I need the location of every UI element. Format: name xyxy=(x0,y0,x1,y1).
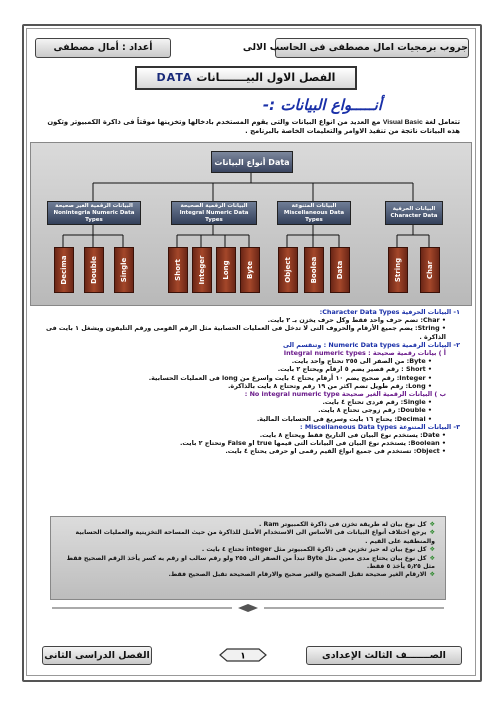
semester-label: الفصل الدراسى الثانى xyxy=(42,646,152,665)
page-number: ١ xyxy=(240,651,246,662)
item-char: • Char: تضم حرف واحد فقط وكل حرف يخزن بـ ٢ بايت. xyxy=(267,316,446,325)
item-date: • Date: يستخدم نوع البيان فى التاريخ فقط ويحتاج ٨ بايت. xyxy=(259,431,446,440)
category-nonintegral-en: Nonintegria Numeric Data Types xyxy=(53,209,135,223)
leaf-double: Double xyxy=(84,247,104,293)
heading-misc-types: ٣- البيانات المتنوعة Miscellaneous Data types : xyxy=(300,422,460,431)
diamond-bullet-icon: ❖ xyxy=(429,521,435,528)
diamond-bullet-icon: ❖ xyxy=(429,554,435,562)
category-nonintegral xyxy=(47,201,141,225)
section-title: أنـــــواع البيانات :- xyxy=(262,96,382,114)
category-char-en: Character Data xyxy=(390,213,438,219)
item-integer: • Integer: رقم صحيح يضم ١٠ أرقام يحتاج ٤ بايت واسرع من long فى العمليات الحسابية. xyxy=(148,373,432,382)
item-single: • Single: رقم فردى تحتاج ٤ بايت. xyxy=(322,398,432,407)
note-item: ❖كل نوع بيان له طريقة تخزن فى ذاكرة الكمبيوتر Ram . xyxy=(258,521,435,528)
chapter-title-ar: الفصل الاول البيـــــــانات xyxy=(196,71,336,84)
category-misc-en: Miscellaneous Data Types xyxy=(283,209,345,223)
leaf-integer: Integer xyxy=(192,247,212,293)
leaf-decimal: Decima xyxy=(54,247,74,293)
item-decimal: • Decimal: يحتاج ١٦ بايت وسريع فى الحسابات المالية. xyxy=(256,414,432,423)
leaf-single: Single xyxy=(114,247,134,293)
category-integral-en: Integral Numeric Data Types xyxy=(179,209,249,223)
intro-text-a: تتعامل لغة xyxy=(425,118,460,126)
leaf-object: Object xyxy=(278,247,298,293)
chapter-title-latin: DATA xyxy=(156,71,193,84)
page-number-badge xyxy=(218,648,268,662)
note-item: ❖كل نوع بيان يحتاج مدى معين مثل Byte تبدأ من الصفر الى ٢٥٥ ولو رقم سالب او رقم به كسر يأخذ الرقم الصحيح فقط مثل ٥٫٢٥ يأخذ ٥ فقط. xyxy=(66,554,435,571)
leaf-byte: Byte xyxy=(240,247,260,293)
item-string: • String: يضم جميع الأرقام والحروف التى لا تدخل فى العمليات الحسابية مثل الرقم القومى ورقم التليفون ويشغل ١ بايت فى الذاكرة . xyxy=(46,324,446,341)
note-item: ❖كل نوع بيان له حيز تخزين فى ذاكرة الكمبيوتر مثل integer تحتاج ٤ بايت . xyxy=(201,546,435,554)
intro-text-2: هذه البيانات ناتجة من تنفيذ الاوامر والتعليمات الخاصة بالبرنامج . xyxy=(245,127,460,135)
leaf-short: Short xyxy=(168,247,188,293)
heading-integral-types: أ ) بيانات رقمية صحيحة : Integral numeric types xyxy=(283,349,446,358)
category-integral xyxy=(171,201,257,225)
item-short: • Short : رقم قصير يضم ٥ ارقام ويحتاج ٢ بايت. xyxy=(277,365,432,374)
heading-nonintegral-types: ب ) البيانات الرقمية الغير صحيحة No integral numeric type : xyxy=(244,390,446,399)
heading-numeric-types: ٢- البيانات الرقمية Numeric Data types : وتنقسم الى xyxy=(283,340,460,349)
group-title: جروب برمجيات امال مصطفى فى الحاسب الالى xyxy=(275,38,469,58)
diamond-bullet-icon: ❖ xyxy=(429,546,435,554)
intro-text-b: Visual Basic xyxy=(382,119,423,126)
intro-paragraph xyxy=(40,118,460,136)
notes-box xyxy=(50,516,446,600)
intro-text-c: مع العديد من انواع البيانات والتى يقوم المستخدم بادخالها وتخزينها موقتاً فى ذاكرة الكمبيوتر وتكون xyxy=(47,118,381,126)
heading-character-types: ١- البيانات الحرفية Character Data Types: xyxy=(319,308,460,316)
diamond-bullet-icon: ❖ xyxy=(429,571,435,579)
diamond-bullet-icon: ❖ xyxy=(429,529,435,537)
item-boolean: • Boolean: يستخدم نوع البيان فى البيانات التى قيمها true او False وتحتاج ٢ بايت. xyxy=(179,439,446,448)
body-content xyxy=(40,308,460,456)
leaf-boolean: Boolea xyxy=(304,247,324,293)
grade-label: الصـــــــف الثالث الإعدادى xyxy=(306,646,462,665)
note-item: ❖الارقام الغير صحيحة تقبل الصحيح والغير صحيح والارقام الصحيحة تقبل الصحيح فقط. xyxy=(168,571,435,579)
leaf-long: Long xyxy=(216,247,236,293)
item-object: • Object: تستخدم فى جميع انواع القيم رقمى او حرفى يحتاج ٤ بايت. xyxy=(225,447,446,456)
item-double: • Double: رقم زوجى تحتاج ٨ بايت. xyxy=(318,406,432,415)
category-misc-ar: البيانات المتنوعة xyxy=(291,202,337,209)
author-title: أعداد : أمال مصطفى xyxy=(35,38,171,58)
decorative-divider xyxy=(52,604,444,612)
diagram-root-node: أنواع البيانات Data xyxy=(211,151,293,173)
leaf-date: Data xyxy=(330,247,350,293)
item-byte: • Byte: من الصفر الى ٢٥٥ تحتاج واحد بايت. xyxy=(291,357,432,366)
note-item: ❖يرجع اختلاف أنواع البيانات فى الأساس الى الاستخدام الأمثل للذاكرة من حيث المساحة التخزينية والعمليات الحسابية والمنطقية على القيم . xyxy=(75,529,435,545)
leaf-char: Char xyxy=(420,247,440,293)
item-long: • Long: رقم طويل تضم اكثر من ١٩ رقم وتحتاج ٨ بايت بالذاكرة. xyxy=(228,381,432,390)
leaf-string: String xyxy=(388,247,408,293)
category-character xyxy=(385,201,443,225)
category-char-ar: البيانات الحرفية xyxy=(392,206,436,212)
category-miscellaneous xyxy=(277,201,351,225)
category-integral-ar: البيانات الرقمية الصحيحة xyxy=(180,202,248,209)
chapter-title xyxy=(135,66,357,90)
data-types-diagram xyxy=(30,142,472,306)
category-nonintegral-ar: البيانات الرقمية الغير صحيحة xyxy=(55,202,133,209)
